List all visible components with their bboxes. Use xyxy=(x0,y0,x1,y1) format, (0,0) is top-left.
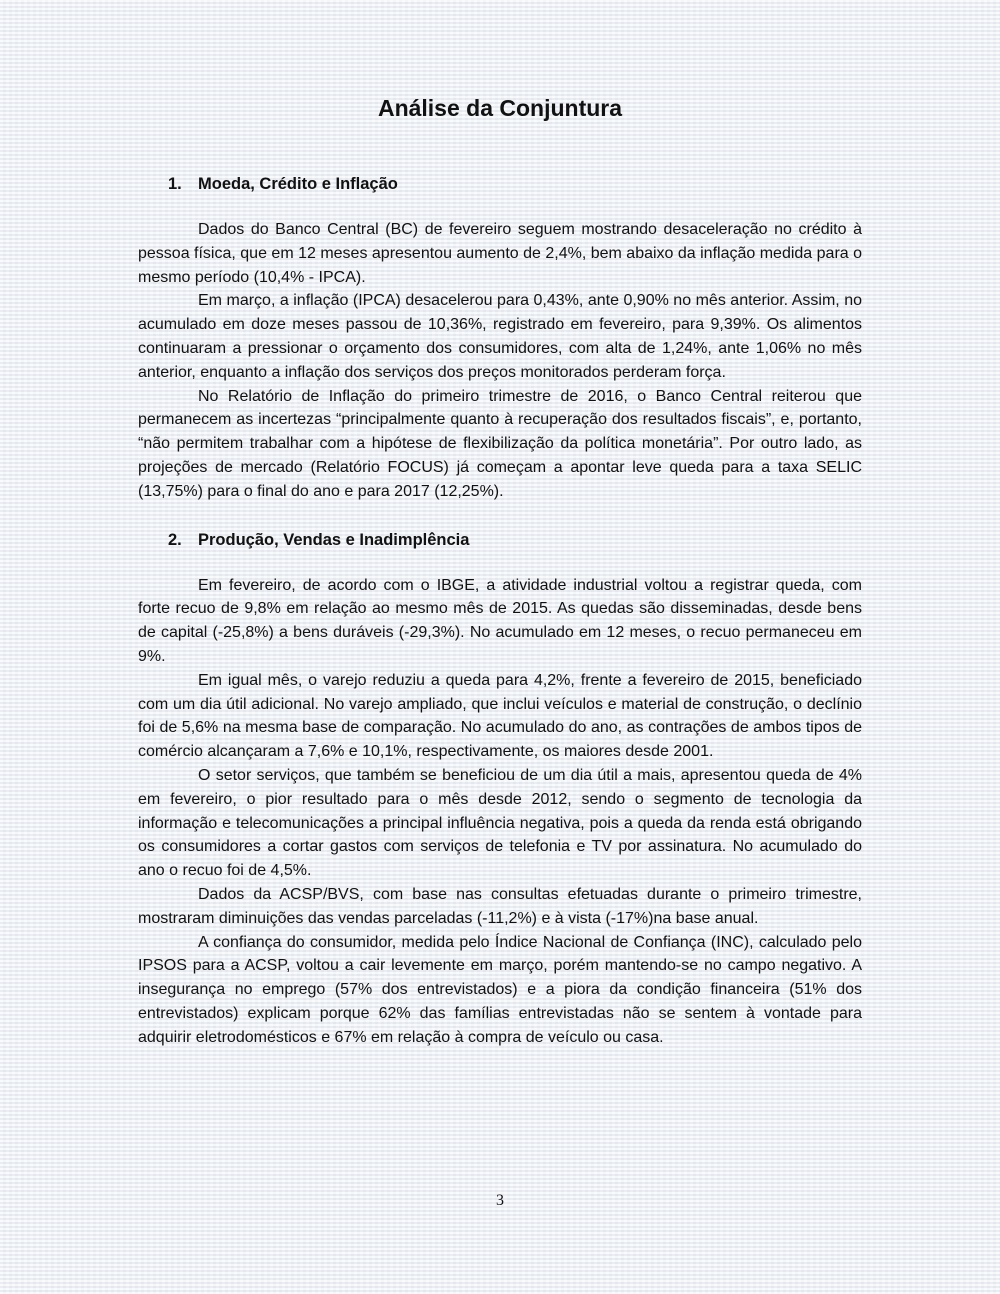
paragraph: A confiança do consumidor, medida pelo Índice Nacional de Confiança (INC), calculado pelo IPSOS para a ACSP, voltou a cair levemente em março, porém mantendo-se no campo negativo. A insegurança no emprego (57% dos entrevistados) e a piora da condição financeira (51% dos entrevistados) explicam porque 62% das famílias entrevistadas não se sentem à vontade para adquirir eletrodomésticos e 67% em relação à compra de veículo ou casa. xyxy=(138,933,862,1046)
paragraph: Em fevereiro, de acordo com o IBGE, a atividade industrial voltou a registrar queda, com forte recuo de 9,8% em relação ao mesmo mês de 2015. As quedas são disseminadas, desde bens de capital (-25,8%) a bens duráveis (-29,3%). No acumulado em 12 meses, o recuo permaneceu em 9%. xyxy=(138,576,862,665)
paragraph: Dados do Banco Central (BC) de fevereiro seguem mostrando desaceleração no crédito à pessoa física, que em 12 meses apresentou aumento de 2,4%, bem abaixo da inflação medida para o mesmo período (10,4% - IPCA). xyxy=(138,221,863,286)
document-title: Análise da Conjuntura xyxy=(377,95,623,121)
section-title: Moeda, Crédito e Inflação xyxy=(198,175,398,193)
document-page xyxy=(138,90,862,1074)
paragraph: Dados da ACSP/BVS, com base nas consultas efetuadas durante o primeiro trimestre, mostraram diminuições das vendas parceladas (-11,2%) e à vista (-17%)na base anual. xyxy=(138,885,862,927)
paragraph: O setor serviços, que também se beneficiou de um dia útil a mais, apresentou queda de 4% em fevereiro, o pior resultado para o mês desde 2012, sendo o segmento de tecnologia da informação e telecomunicações a principal influência negativa, pois a queda da renda está obrigando os consumidores a cortar gastos com serviços de telefonia e TV por assinatura. No acumulado do ano o recuo foi de 4,5%. xyxy=(138,766,862,880)
paragraph: Em igual mês, o varejo reduziu a queda para 4,2%, frente a fevereiro de 2015, beneficiado com um dia útil adicional. No varejo ampliado, que inclui veículos e material de construção, o declínio foi de 5,6% na mesma base de comparação. No acumulado do ano, as contrações de ambos tipos de comércio alcançaram a 7,6% e 10,1%, respectivamente, os maiores desde 2001. xyxy=(138,671,862,761)
page-number: 3 xyxy=(496,1192,504,1209)
section-number: 1. xyxy=(168,175,182,193)
section-producao-vendas-inadimplencia xyxy=(138,528,862,1050)
section-number: 2. xyxy=(168,530,182,549)
section-moeda-credito-inflacao xyxy=(138,172,862,504)
section-heading xyxy=(168,528,862,552)
section-title: Produção, Vendas e Inadimplência xyxy=(198,530,470,549)
section-heading xyxy=(168,172,862,196)
paragraph: Em março, a inflação (IPCA) desacelerou para 0,43%, ante 0,90% no mês anterior. Assim, no acumulado em doze meses passou de 10,36%, registrado em fevereiro, para 9,39%. Os alimentos continuaram a pressionar o orçamento dos consumidores, com alta de 1,24%, ante 1,06% no mês anterior, enquanto a inflação dos serviços dos preços monitorados perderam força. xyxy=(138,292,862,381)
paragraph: No Relatório de Inflação do primeiro trimestre de 2016, o Banco Central reiterou que permanecem as incertezas “principalmente quanto à recuperação dos resultados fiscais”, e, portanto, “não permitem trabalhar com a hipótese de flexibilização da política monetária”. Por outro lado, as projeções de mercado (Relatório FOCUS) já começam a apontar leve queda para a taxa SELIC (13,75%) para o final do ano e para 2017 (12,25%). xyxy=(138,387,862,500)
